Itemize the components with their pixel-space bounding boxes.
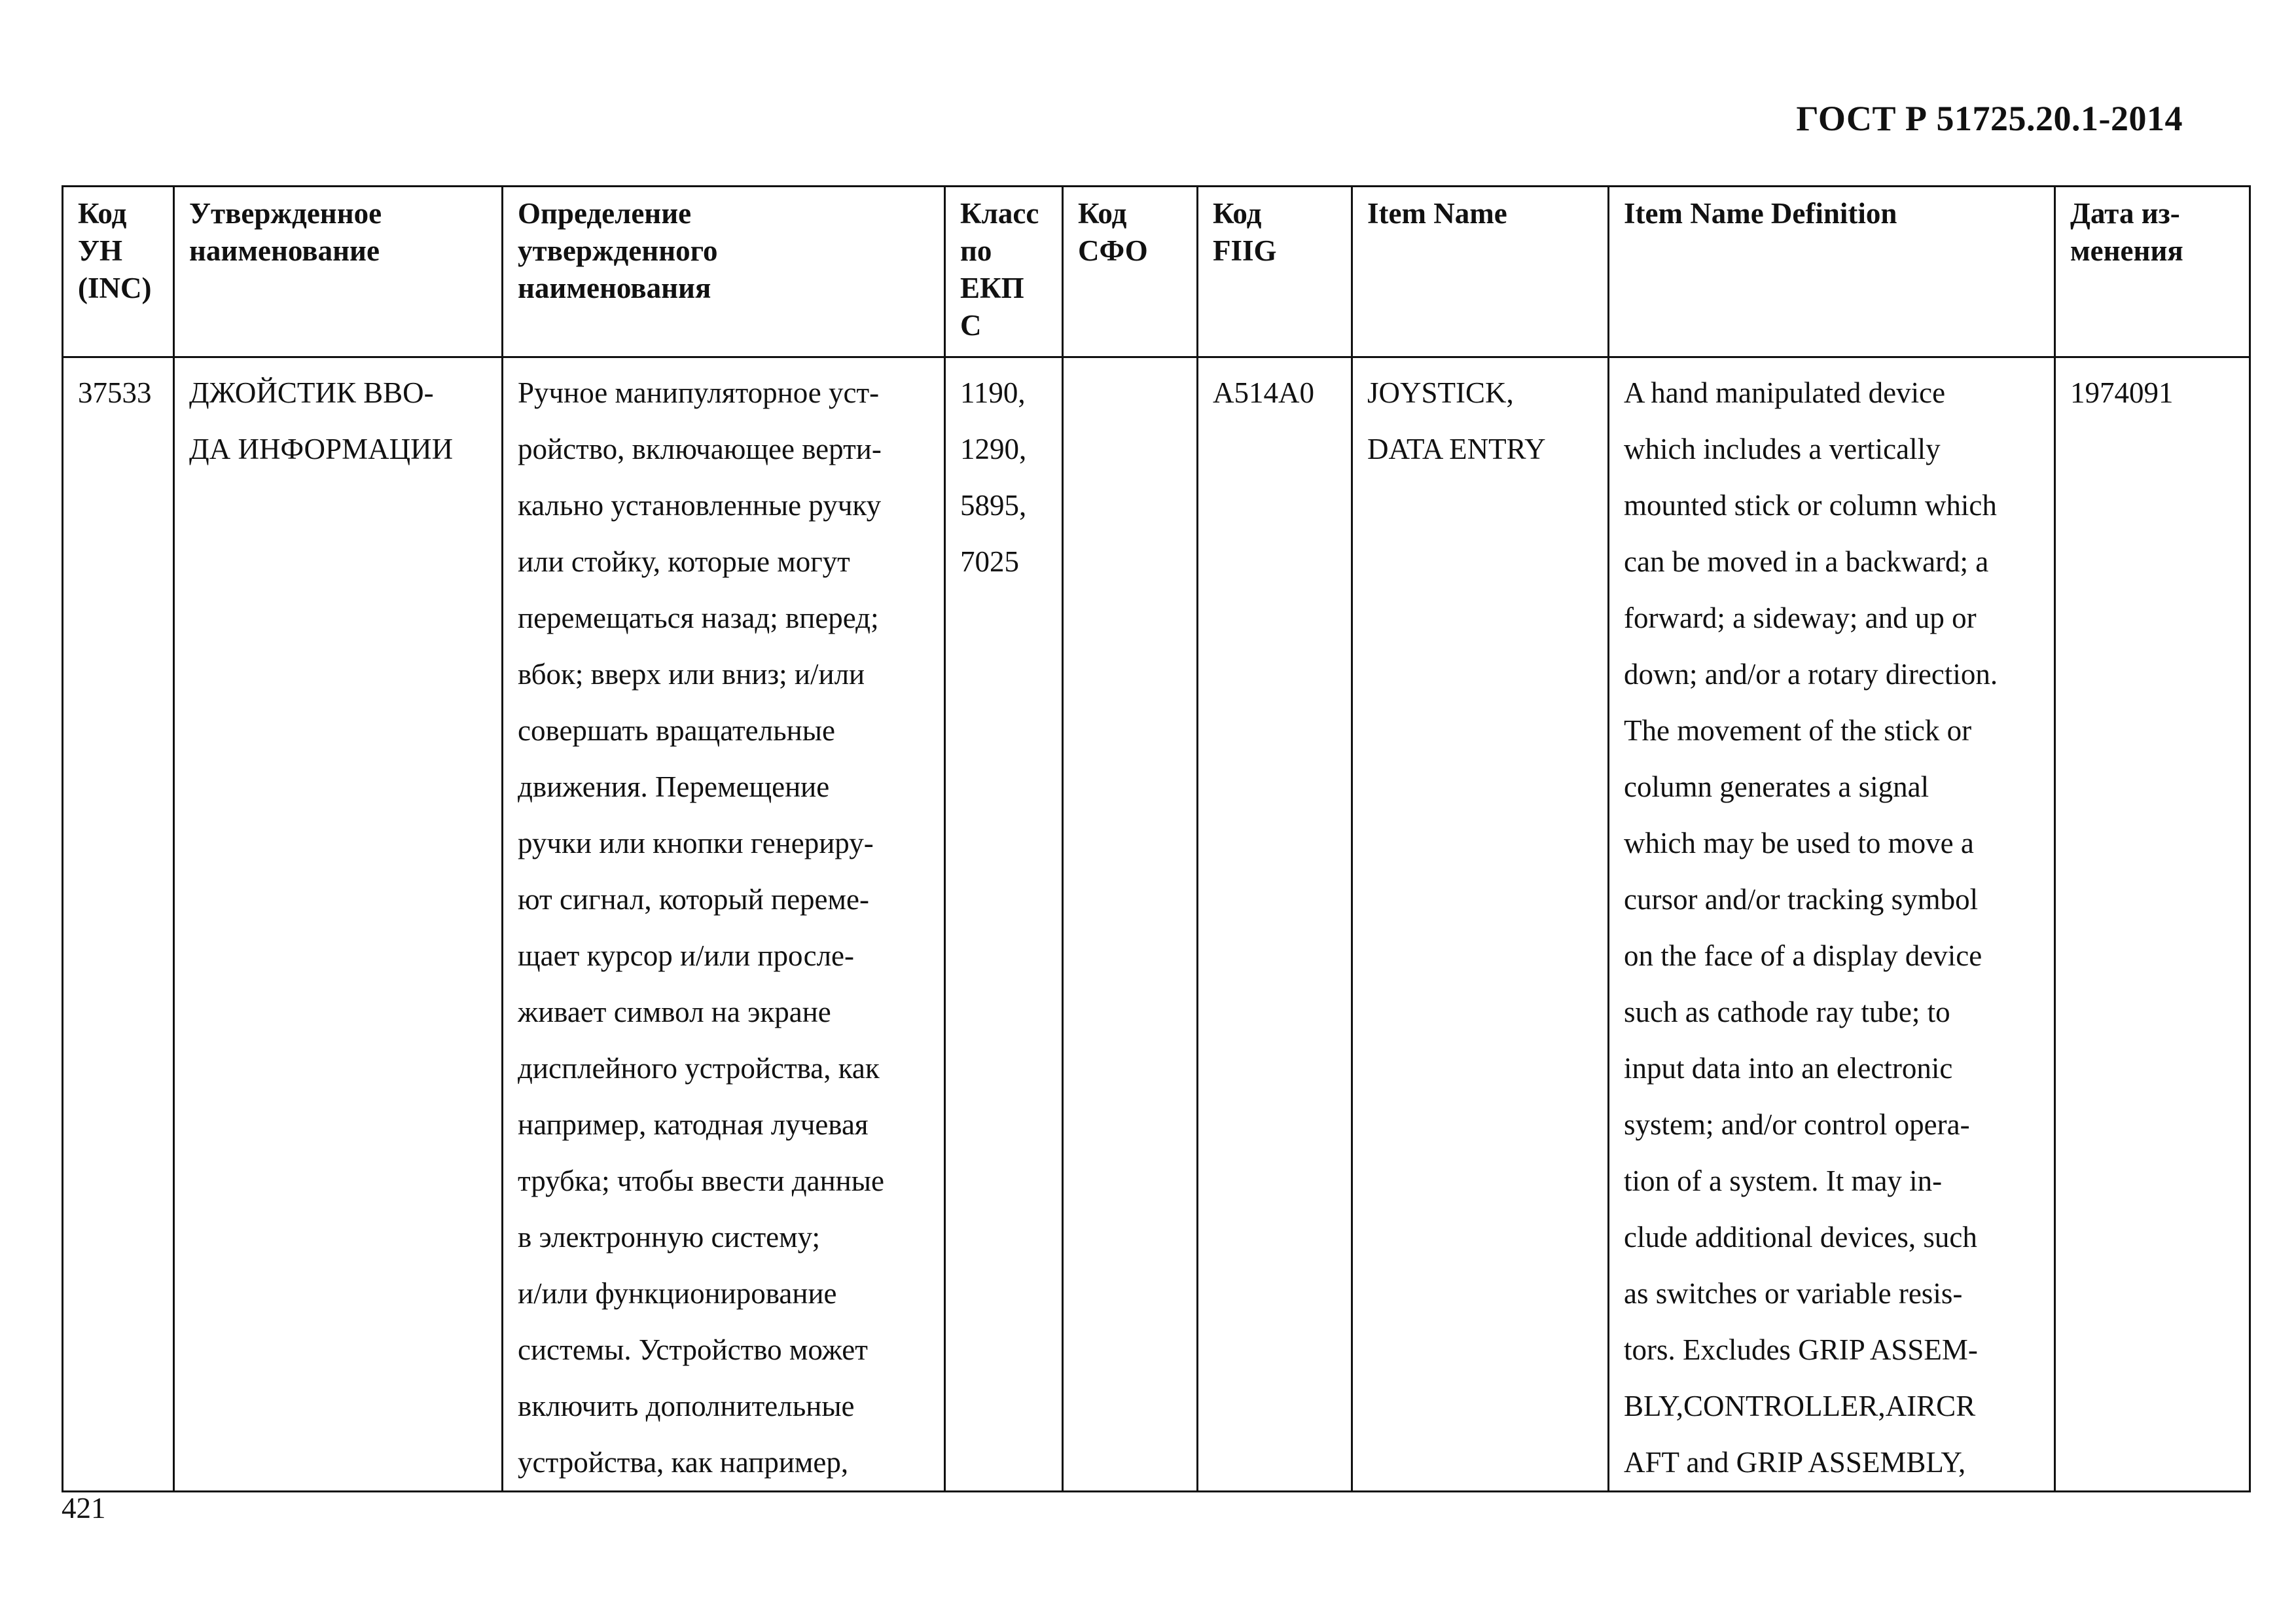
text-line: as switches or variable resis-	[1624, 1277, 1963, 1310]
page-number: 421	[62, 1492, 106, 1525]
text-line: системы. Устройство может	[518, 1333, 868, 1366]
header-fiig-code	[1198, 187, 1352, 357]
text-line: УН	[78, 234, 123, 267]
text-line: down; and/or a rotary direction.	[1624, 658, 1998, 691]
text-line: СФО	[1078, 234, 1148, 267]
text-line: менения	[2070, 234, 2183, 267]
text-line: трубка; чтобы ввести данные	[518, 1164, 884, 1197]
text-line: 1290,	[960, 433, 1027, 465]
text-line: щает курсор и/или просле-	[518, 939, 855, 972]
text-line: 7025	[960, 545, 1019, 578]
text-line: forward; a sideway; and up or	[1624, 602, 1977, 634]
text-line: Класс	[960, 197, 1039, 230]
text-line: перемещаться назад; вперед;	[518, 602, 879, 634]
header-class	[945, 187, 1063, 357]
text-line: Item Name	[1367, 197, 1507, 230]
table-row	[63, 357, 2250, 1492]
text-line: дисплейного устройства, как	[518, 1052, 880, 1085]
text-line: например, катодная лучевая	[518, 1108, 869, 1141]
cell-change-date	[2055, 357, 2250, 1492]
cell-class	[945, 357, 1063, 1492]
text-line: включить дополнительные	[518, 1390, 855, 1422]
cell-inc-code	[63, 357, 174, 1492]
table-header-row	[63, 187, 2250, 357]
header-approved-name	[174, 187, 503, 357]
text-line: Код	[1078, 197, 1127, 230]
header-item-name	[1352, 187, 1609, 357]
text-line: Дата из-	[2070, 197, 2180, 230]
text-line: и/или функционирование	[518, 1277, 837, 1310]
text-line: 5895,	[960, 489, 1027, 522]
text-line: по	[960, 234, 992, 267]
text-line: кально установленные ручку	[518, 489, 882, 522]
header-item-name-definition	[1609, 187, 2055, 357]
text-line: mounted stick or column which	[1624, 489, 1997, 522]
text-line: FIIG	[1213, 234, 1277, 267]
cell-item-name	[1352, 357, 1609, 1492]
cell-approved-name	[174, 357, 503, 1492]
text-line: движения. Перемещение	[518, 770, 830, 803]
text-line: column generates a signal	[1624, 770, 1929, 803]
header-inc-code	[63, 187, 174, 357]
text-line: such as cathode ray tube; to	[1624, 996, 1950, 1028]
text-line: Код	[1213, 197, 1262, 230]
text-line: system; and/or control opera-	[1624, 1108, 1970, 1141]
text-line: tors. Excludes GRIP ASSEM-	[1624, 1333, 1978, 1366]
text-line: ручки или кнопки генериру-	[518, 827, 874, 859]
document-standard-code: ГОСТ Р 51725.20.1-2014	[1796, 99, 2183, 138]
text-line: ют сигнал, который переме-	[518, 883, 869, 916]
cell-name-definition	[503, 357, 945, 1492]
header-name-definition	[503, 187, 945, 357]
text-line: Утвержденное	[189, 197, 382, 230]
text-line: tion of a system. It may in-	[1624, 1164, 1943, 1197]
text-line: (INC)	[78, 272, 152, 304]
text-line: can be moved in a backward; a	[1624, 545, 1989, 578]
text-line: JOYSTICK,	[1367, 376, 1514, 409]
text-line: или стойку, которые могут	[518, 545, 850, 578]
text-line: наименование	[189, 234, 380, 267]
text-line: С	[960, 309, 982, 342]
text-line: cursor and/or tracking symbol	[1624, 883, 1979, 916]
text-line: Ручное манипуляторное уст-	[518, 376, 880, 409]
cell-fiig-code	[1198, 357, 1352, 1492]
text-line: input data into an electronic	[1624, 1052, 1953, 1085]
header-sfo-code	[1063, 187, 1198, 357]
text-line: в электронную систему;	[518, 1221, 820, 1254]
text-line: устройства, как например,	[518, 1446, 849, 1479]
text-line: which includes a vertically	[1624, 433, 1941, 465]
text-line: ДА ИНФОРМАЦИИ	[189, 433, 454, 465]
text-line: ройство, включающее верти-	[518, 433, 882, 465]
text-line: Item Name Definition	[1624, 197, 1897, 230]
text-line: наименования	[518, 272, 711, 304]
text-line: совершать вращательные	[518, 714, 835, 747]
text-line: clude additional devices, such	[1624, 1221, 1977, 1254]
text-line: on the face of a display device	[1624, 939, 1982, 972]
text-line: 37533	[78, 376, 152, 409]
text-line: Код	[78, 197, 127, 230]
classification-table	[62, 185, 2251, 1492]
text-line: живает символ на экране	[518, 996, 831, 1028]
text-line: ЕКП	[960, 272, 1024, 304]
text-line: 1190,	[960, 376, 1026, 409]
text-line: AFT and GRIP ASSEMBLY,	[1624, 1446, 1966, 1479]
header-change-date	[2055, 187, 2250, 357]
text-line: DATA ENTRY	[1367, 433, 1546, 465]
text-line: A514A0	[1213, 376, 1314, 409]
text-line: 1974091	[2070, 376, 2174, 409]
text-line: BLY,CONTROLLER,AIRCR	[1624, 1390, 1976, 1422]
text-line: ДЖОЙСТИК ВВО-	[189, 376, 434, 409]
text-line: The movement of the stick or	[1624, 714, 1972, 747]
text-line: утвержденного	[518, 234, 718, 267]
text-line: A hand manipulated device	[1624, 376, 1946, 409]
cell-item-name-definition	[1609, 357, 2055, 1492]
text-line: вбок; вверх или вниз; и/или	[518, 658, 865, 691]
text-line: Определение	[518, 197, 692, 230]
cell-sfo-code	[1063, 357, 1198, 1492]
text-line: which may be used to move a	[1624, 827, 1974, 859]
